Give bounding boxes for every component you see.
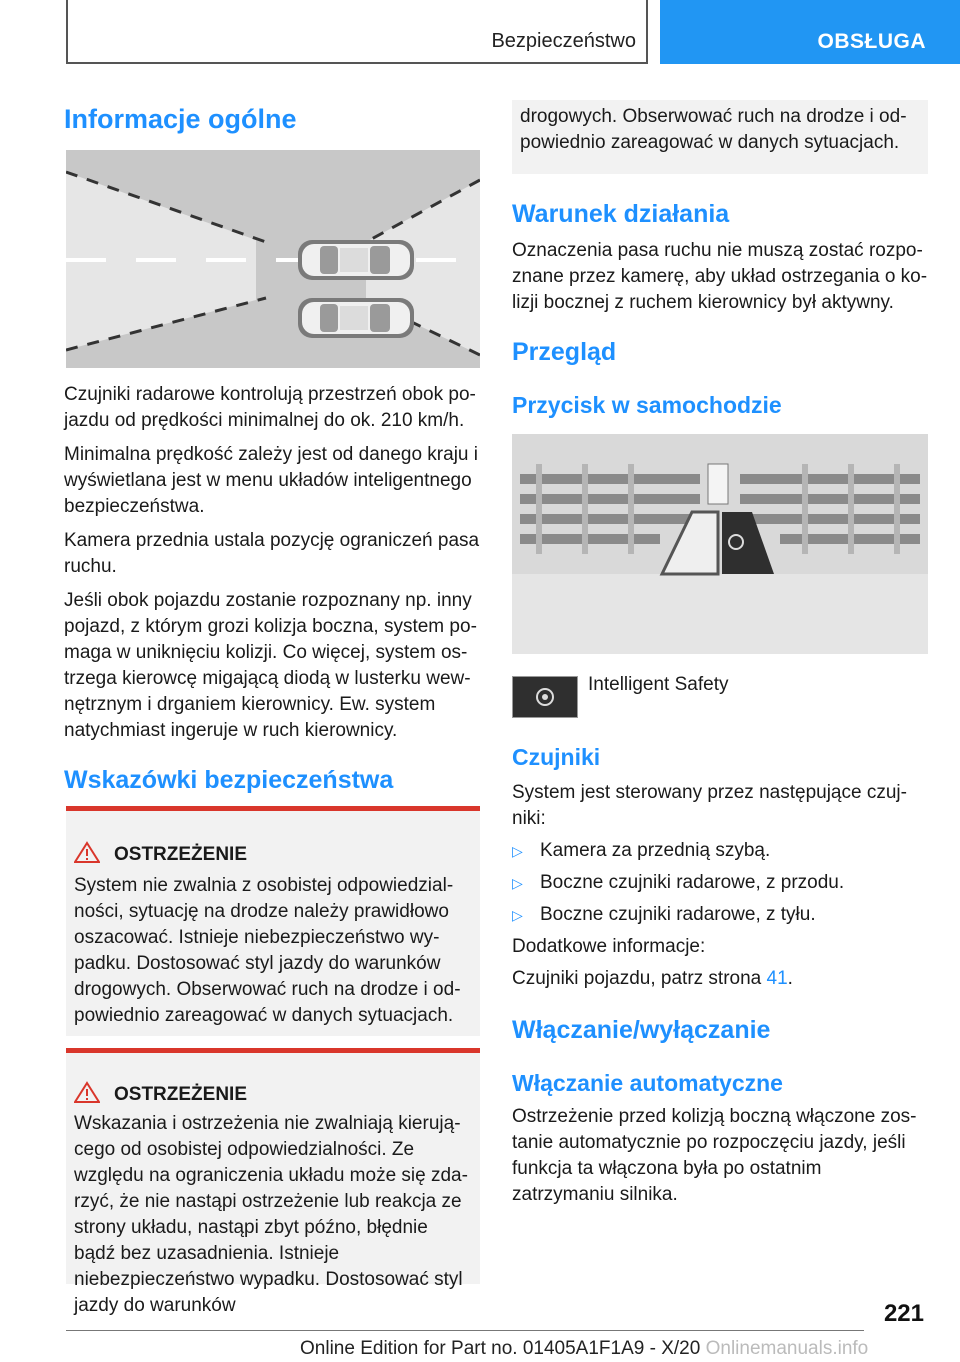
- warning-box: [66, 1048, 480, 1316]
- warning-label: OSTRZEŻENIE: [114, 1084, 248, 1105]
- auto-text: Ostrzeżenie przed kolizją boczną włączone zostanie automatycznie po rozpoczęciu jazdy, jeśli funkcja ta włączona była po ostatnim zatrzymaniu silnika.: [512, 1106, 917, 1205]
- warning-text: System nie zwalnia z osobistej odpowiedzialności, sytuację na drodze należy prawidłowo oszacować. Istnieje niebezpieczeństwo wypadku. Dostosować styl jazdy do warunków drogowych. Obserwować ruch na drodze i odpowiednio zareagować w danych sytuacjach.: [74, 875, 461, 1026]
- brand-watermark: Onlinemanuals.info: [705, 1338, 869, 1359]
- onoff-heading: Włączanie/wyłączanie: [512, 1016, 771, 1044]
- footer-divider: [66, 1330, 864, 1331]
- paragraph: Jeśli obok pojazdu zostanie rozpoznany np. inny pojazd, z którym grozi kolizja boczna, system pomaga w uniknięciu kolizji. Co więcej, system ostrzega kierowcę migającą diodą w lusterku wewnętrznym i drganiem kierownicy. Ew. system natychmiast ingeruje w ruch kierownicy.: [64, 590, 477, 741]
- warning-header: [74, 1081, 247, 1109]
- page-link[interactable]: 41: [766, 968, 788, 989]
- warning-box: [66, 806, 480, 1036]
- warning-continuation-box: [512, 100, 928, 174]
- button-heading: Przycisk w samochodzie: [512, 392, 782, 418]
- button-photo: [512, 434, 928, 654]
- safety-heading: Wskazówki bezpieczeństwa: [64, 766, 394, 794]
- button-caption: Intelligent Safety: [588, 674, 729, 695]
- sensors-intro: System jest sterowany przez następujące czujniki:: [512, 782, 907, 829]
- auto-heading: Włączanie automatyczne: [512, 1070, 783, 1096]
- sensors-list: [512, 838, 928, 934]
- overview-heading: Przegląd: [512, 338, 617, 366]
- list-item-text: Kamera za przednią szybą.: [540, 840, 771, 861]
- page-number: 221: [883, 1300, 924, 1327]
- warning-label: OSTRZEŻENIE: [114, 844, 248, 865]
- paragraph: Czujniki radarowe kontrolują przestrzeń obok pojazdu od prędkości minimalnej do ok. 210 km/h.: [64, 384, 476, 431]
- header-section-title: Bezpieczeństwo: [491, 30, 636, 52]
- intro-text: [64, 382, 480, 752]
- list-item: [512, 902, 928, 928]
- condition-heading: Warunek działania: [512, 200, 730, 228]
- sensors-heading: Czujniki: [512, 744, 601, 770]
- reference-text: Czujniki pojazdu, patrz strona: [512, 968, 762, 989]
- warning-triangle-icon: [74, 1081, 100, 1109]
- condition-text: Oznaczenia pasa ruchu nie muszą zostać rozpoznane przez kamerę, aby układ ostrzegania o kolizji bocznej z ruchem kierownicy był aktywny.: [512, 240, 928, 313]
- list-item: [512, 838, 928, 864]
- radar-illustration: [66, 150, 480, 368]
- list-item: [512, 870, 928, 896]
- warning-text: Wskazania i ostrzeżenia nie zwalniają kierującego od osobistej odpowiedzialności. Ze względu na ograniczenia układu może się zdarzyć, że nie nastąpi ostrzeżenie lub reakcja ze strony układu, nastąpi zbyt późno, błędnie bądź bez uzasadnienia. Istnieje niebezpieczeństwo wypadku. Dostosować styl jazdy do warunków: [74, 1113, 468, 1316]
- edition-text: Online Edition for Part no. 01405A1F1A9 - X/20: [300, 1338, 701, 1359]
- page-title: Informacje ogólne: [64, 104, 297, 134]
- triangle-bullet-icon: ▷: [512, 875, 523, 891]
- reference-end: .: [787, 968, 793, 989]
- triangle-bullet-icon: ▷: [512, 843, 523, 859]
- list-item-text: Boczne czujniki radarowe, z tyłu.: [540, 904, 816, 925]
- warning-header: [74, 841, 247, 869]
- intelligent-safety-icon: [512, 676, 578, 718]
- paragraph: Kamera przednia ustala pozycję ograniczeń pasa ruchu.: [64, 530, 480, 577]
- warning-continuation-text: drogowych. Obserwować ruch na drodze i odpowiednio zareagować w danych sytuacjach.: [520, 106, 907, 153]
- header-tab: [660, 0, 960, 64]
- warning-triangle-icon: [74, 841, 100, 869]
- footer-edition: [300, 1338, 868, 1360]
- list-item-text: Boczne czujniki radarowe, z przodu.: [540, 872, 845, 893]
- page-reference: [512, 966, 793, 992]
- triangle-bullet-icon: ▷: [512, 907, 523, 923]
- header-tab-label: OBSŁUGA: [817, 30, 926, 53]
- paragraph: Minimalna prędkość zależy jest od danego kraju i wyświetlana jest w menu układów inteligentnego bezpieczeństwa.: [64, 444, 478, 517]
- additional-info: Dodatkowe informacje:: [512, 936, 706, 957]
